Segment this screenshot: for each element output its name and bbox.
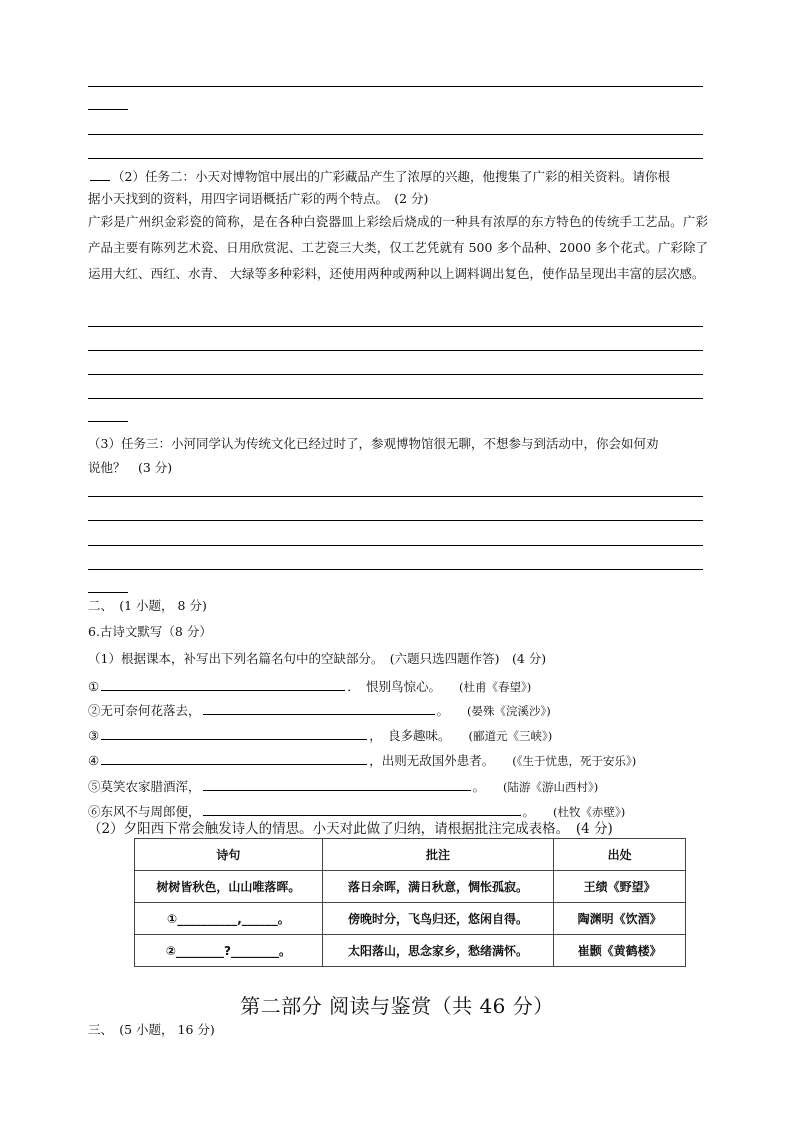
question6-title: 6.古诗文默写（8 分） xyxy=(88,624,212,639)
fill-blank[interactable] xyxy=(101,678,345,691)
answer-line[interactable] xyxy=(88,326,703,327)
answer-line[interactable] xyxy=(88,569,703,570)
item-source: (郦道元《三峡》) xyxy=(468,729,553,743)
table-cell-fill[interactable]: ①__________,______。 xyxy=(135,903,323,935)
item-number: ④ xyxy=(88,753,100,768)
poem-item-3 xyxy=(88,727,552,744)
item-source: (陆游《游山西村》) xyxy=(503,780,599,794)
answer-line-short[interactable] xyxy=(88,109,128,110)
item-text: ，出则无敌国外患者。 xyxy=(369,753,495,768)
poem-item-4 xyxy=(88,752,636,769)
answer-line[interactable] xyxy=(88,86,703,87)
task2-material: 广彩是广州织金彩瓷的简称，是在各种白瓷器皿上彩绘后烧成的一种具有浓厚的东方特色的传统手工艺品。广彩产品主要有陈列艺术瓷、日用欣赏泥、工艺瓷三大类，仅工艺凭就有 500 多个品种、2000 多个花式。广彩除了运用大红、西红、水青、 大绿等多种彩料，还使用两种或两种以上调料调出复色，使作品呈现出丰富的层次感。 xyxy=(88,214,708,281)
item-text: 莫笑农家腊酒浑， xyxy=(100,779,201,794)
fill-blank[interactable] xyxy=(203,778,471,791)
table-header-row xyxy=(135,839,686,871)
poem-item-1 xyxy=(88,678,531,695)
table-row xyxy=(135,935,686,967)
item-text: ． 恨别鸟惊心。 xyxy=(347,679,441,694)
table-cell: 陶渊明《饮酒》 xyxy=(554,903,686,935)
item-source: (晏殊《浣溪沙》) xyxy=(467,704,551,718)
table-cell: 太阳落山，思念家乡，愁绪满怀。 xyxy=(322,935,553,967)
item-text: 。 xyxy=(472,779,486,794)
section3-heading: 三、 (5 小题， 16 分) xyxy=(88,1022,215,1037)
fill-blank[interactable] xyxy=(101,727,367,740)
subquestion1-prompt: （1）根据课本，补写出下列名篇名句中的空缺部分。 (六题只选四题作答) (4 分) xyxy=(88,651,547,666)
subquestion2-prompt: （2）夕阳西下常会触发诗人的情思。小天对此做了归纳，请根据批注完成表格。 (4 分) xyxy=(88,821,613,837)
item-number: ① xyxy=(88,679,100,694)
item-number: ⑥ xyxy=(88,804,101,819)
item-text: ， 良多趣味。 xyxy=(369,728,451,743)
part2-title: 第二部分 阅读与鉴赏（共 46 分） xyxy=(240,994,554,1018)
poem-item-6 xyxy=(88,803,625,820)
item-text: 无可奈何花落去， xyxy=(100,703,201,718)
section2-heading: 二、 (1 小题， 8 分) xyxy=(88,598,207,613)
table-header: 批注 xyxy=(322,839,553,871)
table-cell: 崔颢《黄鹤楼》 xyxy=(554,935,686,967)
answer-line[interactable] xyxy=(88,134,703,135)
task3-prompt: （3）任务三：小河同学认为传统文化已经过时了，参观博物馆很无聊，不想参与到活动中，你会如何劝 xyxy=(88,436,659,451)
answer-line[interactable] xyxy=(88,350,703,351)
item-number: ⑤ xyxy=(88,779,101,794)
task2-prompt xyxy=(88,168,670,185)
fill-blank[interactable] xyxy=(203,803,521,816)
answer-line[interactable] xyxy=(88,496,703,497)
task2-prompt-line2: 据小天找到的资料，用四字词语概括广彩的两个特点。 (2 分) xyxy=(88,191,429,206)
item-source: (《生于忧患，死于安乐》) xyxy=(512,754,637,768)
table-cell: 落日余晖，满日秋意，惆怅孤寂。 xyxy=(322,871,553,903)
item-text: 。 xyxy=(522,804,536,819)
table-row xyxy=(135,903,686,935)
answer-line[interactable] xyxy=(88,158,703,159)
table-header: 出处 xyxy=(554,839,686,871)
task2-prompt-text: （2）任务二：小天对博物馆中展出的广彩藏品产生了浓厚的兴趣，他搜集了广彩的相关资料。请你根 xyxy=(112,169,670,184)
fill-blank[interactable] xyxy=(203,702,435,715)
item-text: 。 xyxy=(436,703,450,718)
table-cell: 王绩《野望》 xyxy=(554,871,686,903)
item-number: ③ xyxy=(88,728,100,743)
answer-line[interactable] xyxy=(88,520,703,521)
item-source: (杜甫《春望》) xyxy=(458,680,532,694)
table-cell: 傍晚时分，飞鸟归还，悠闲自得。 xyxy=(322,903,553,935)
table-header: 诗句 xyxy=(135,839,323,871)
poem-item-5 xyxy=(88,778,598,795)
answer-line[interactable] xyxy=(88,545,703,546)
table-cell-fill[interactable]: ②________?________。 xyxy=(135,935,323,967)
answer-line-short[interactable] xyxy=(88,592,128,593)
poem-item-2 xyxy=(88,702,551,719)
poem-summary-table xyxy=(134,838,686,967)
answer-line[interactable] xyxy=(88,398,703,399)
table-cell: 树树皆秋色，山山唯落晖。 xyxy=(135,871,323,903)
item-text: 东风不与周郎便， xyxy=(100,804,201,819)
answer-line-short[interactable] xyxy=(88,421,128,422)
table-row xyxy=(135,871,686,903)
leading-blank xyxy=(90,168,110,181)
fill-blank[interactable] xyxy=(101,752,367,765)
answer-line[interactable] xyxy=(88,374,703,375)
task3-prompt-line2: 说他？ (3 分) xyxy=(88,460,173,475)
item-source: (杜牧《赤壁》) xyxy=(553,805,626,819)
item-number: ② xyxy=(88,703,101,718)
